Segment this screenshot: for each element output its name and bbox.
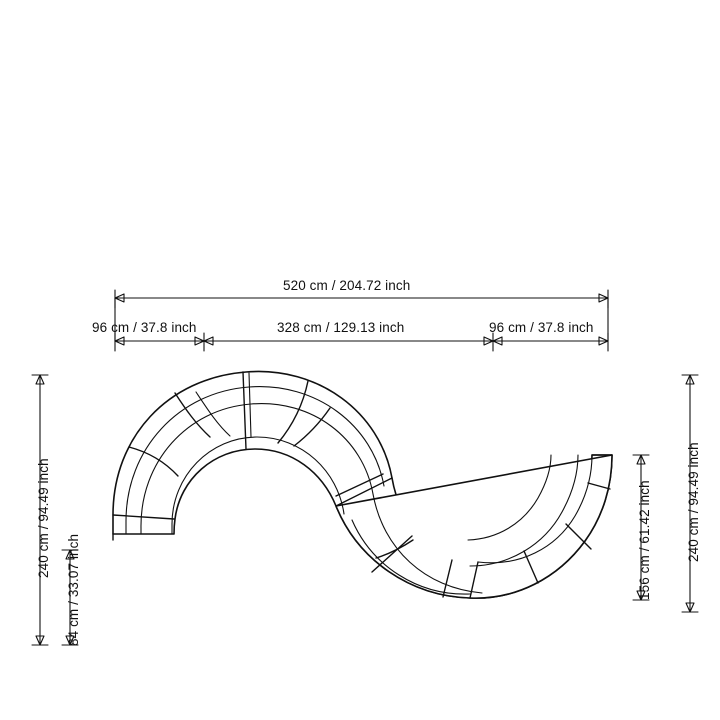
label-right-segment-width: 96 cm / 37.8 inch — [489, 320, 594, 335]
label-left-segment-width: 96 cm / 37.8 inch — [92, 320, 197, 335]
label-right-inner-depth: 156 cm / 61.42 inch — [637, 480, 652, 600]
sofa-outline — [113, 371, 612, 598]
label-left-lower-depth: 84 cm / 33.07 inch — [66, 533, 81, 646]
label-left-total-depth: 240 cm / 94.49 inch — [36, 458, 51, 578]
label-total-width: 520 cm / 204.72 inch — [283, 278, 411, 293]
label-right-total-depth: 240 cm / 94.49 inch — [686, 442, 701, 562]
label-middle-segment-width: 328 cm / 129.13 inch — [277, 320, 405, 335]
